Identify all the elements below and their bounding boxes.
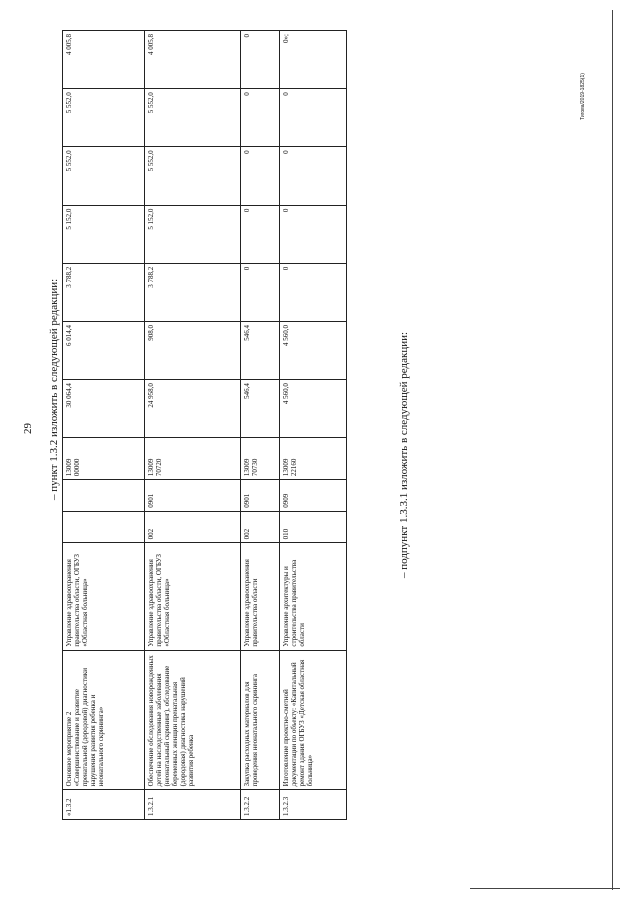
cell-v5: 5 552,0	[63, 147, 145, 205]
cell-v3: 0	[241, 263, 279, 321]
cell-executor: Управление здравоохранения правительства области	[241, 543, 279, 650]
cell-section	[63, 480, 145, 512]
cell-v4: 5 152,0	[144, 205, 241, 263]
cell-v7: 0	[241, 31, 279, 89]
table-row	[241, 31, 279, 820]
cell-v7: 4 005,8	[144, 31, 241, 89]
cell-v5: 5 552,0	[144, 147, 241, 205]
cell-executor: Управление здравоохранения правительства области, ОГБУЗ «Областная больница»	[144, 543, 241, 650]
document-id: Тигова/2019-1825(1)	[580, 73, 586, 120]
cell-name: Закупка расходных материалов для проведения неонатального скрининга	[241, 650, 279, 790]
cell-v4: 0	[279, 205, 346, 263]
cell-v2: 6 014,4	[63, 321, 145, 379]
cell-grbs: 010	[279, 511, 346, 543]
cell-section: 0909	[279, 480, 346, 512]
cell-executor: Управление архитектуры и строительства правительства области	[279, 543, 346, 650]
page-number: 29	[22, 423, 34, 434]
cell-grbs	[63, 511, 145, 543]
cell-v2: 908,0	[144, 321, 241, 379]
cell-csr: 13009 70720	[144, 438, 241, 480]
cell-num: 1.3.2.3	[279, 790, 346, 820]
scan-bottom-line	[470, 888, 620, 889]
cell-v1: 4 560,0	[279, 380, 346, 438]
cell-v6: 5 552,0	[63, 89, 145, 147]
budget-table-wrapper	[62, 30, 347, 820]
cell-grbs: 002	[144, 511, 241, 543]
cell-v2: 546,4	[241, 321, 279, 379]
cell-v7: 4 005,8	[63, 31, 145, 89]
cell-v2: 4 560,0	[279, 321, 346, 379]
cell-v3: 3 788,2	[63, 263, 145, 321]
heading-bottom: – подпункт 1.3.3.1 изложить в следующей редакции:	[398, 331, 410, 578]
cell-num: 1.3.2.2	[241, 790, 279, 820]
cell-v7: 0»;	[279, 31, 346, 89]
scan-edge-line	[612, 10, 613, 890]
cell-name: Изготовление проектно-сметной документации по объекту: «Капитальный ремонт здания ОГБУЗ «Детская областная больница»	[279, 650, 346, 790]
table-row	[279, 31, 346, 820]
heading-top: – пункт 1.3.2 изложить в следующей редакции:	[48, 278, 60, 500]
cell-v6: 0	[241, 89, 279, 147]
cell-section: 0901	[144, 480, 241, 512]
cell-v1: 30 064,4	[63, 380, 145, 438]
cell-csr: 13009 22160	[279, 438, 346, 480]
cell-name: Обеспечение обследования новорожденных детей на наследственные заболевания (неонатальный скрининг), обследование беременных женщин пренатальная (дородовая) диагностика нарушений развития ребенка	[144, 650, 241, 790]
table-row	[144, 31, 241, 820]
cell-grbs: 002	[241, 511, 279, 543]
cell-v1: 24 958,0	[144, 380, 241, 438]
cell-v4: 5 152,0	[63, 205, 145, 263]
cell-v3: 3 788,2	[144, 263, 241, 321]
cell-v3: 0	[279, 263, 346, 321]
cell-v5: 0	[241, 147, 279, 205]
cell-v6: 0	[279, 89, 346, 147]
cell-name: Основное мероприятие 2 «Совершенствование и развитие пренатальной (дородовой) диагностики нарушения развития ребенка и неонатального скрининга»	[63, 650, 145, 790]
cell-executor: Управление здравоохранения правительства области, ОГБУЗ «Областная больница»	[63, 543, 145, 650]
cell-v4: 0	[241, 205, 279, 263]
budget-table	[62, 30, 347, 820]
cell-csr: 13009 70730	[241, 438, 279, 480]
cell-v6: 5 552,0	[144, 89, 241, 147]
cell-num: 1.3.2.1	[144, 790, 241, 820]
table-row	[63, 31, 145, 820]
cell-section: 0901	[241, 480, 279, 512]
cell-csr: 13009 00000	[63, 438, 145, 480]
cell-v1: 546,4	[241, 380, 279, 438]
cell-num: «1.3.2	[63, 790, 145, 820]
cell-v5: 0	[279, 147, 346, 205]
